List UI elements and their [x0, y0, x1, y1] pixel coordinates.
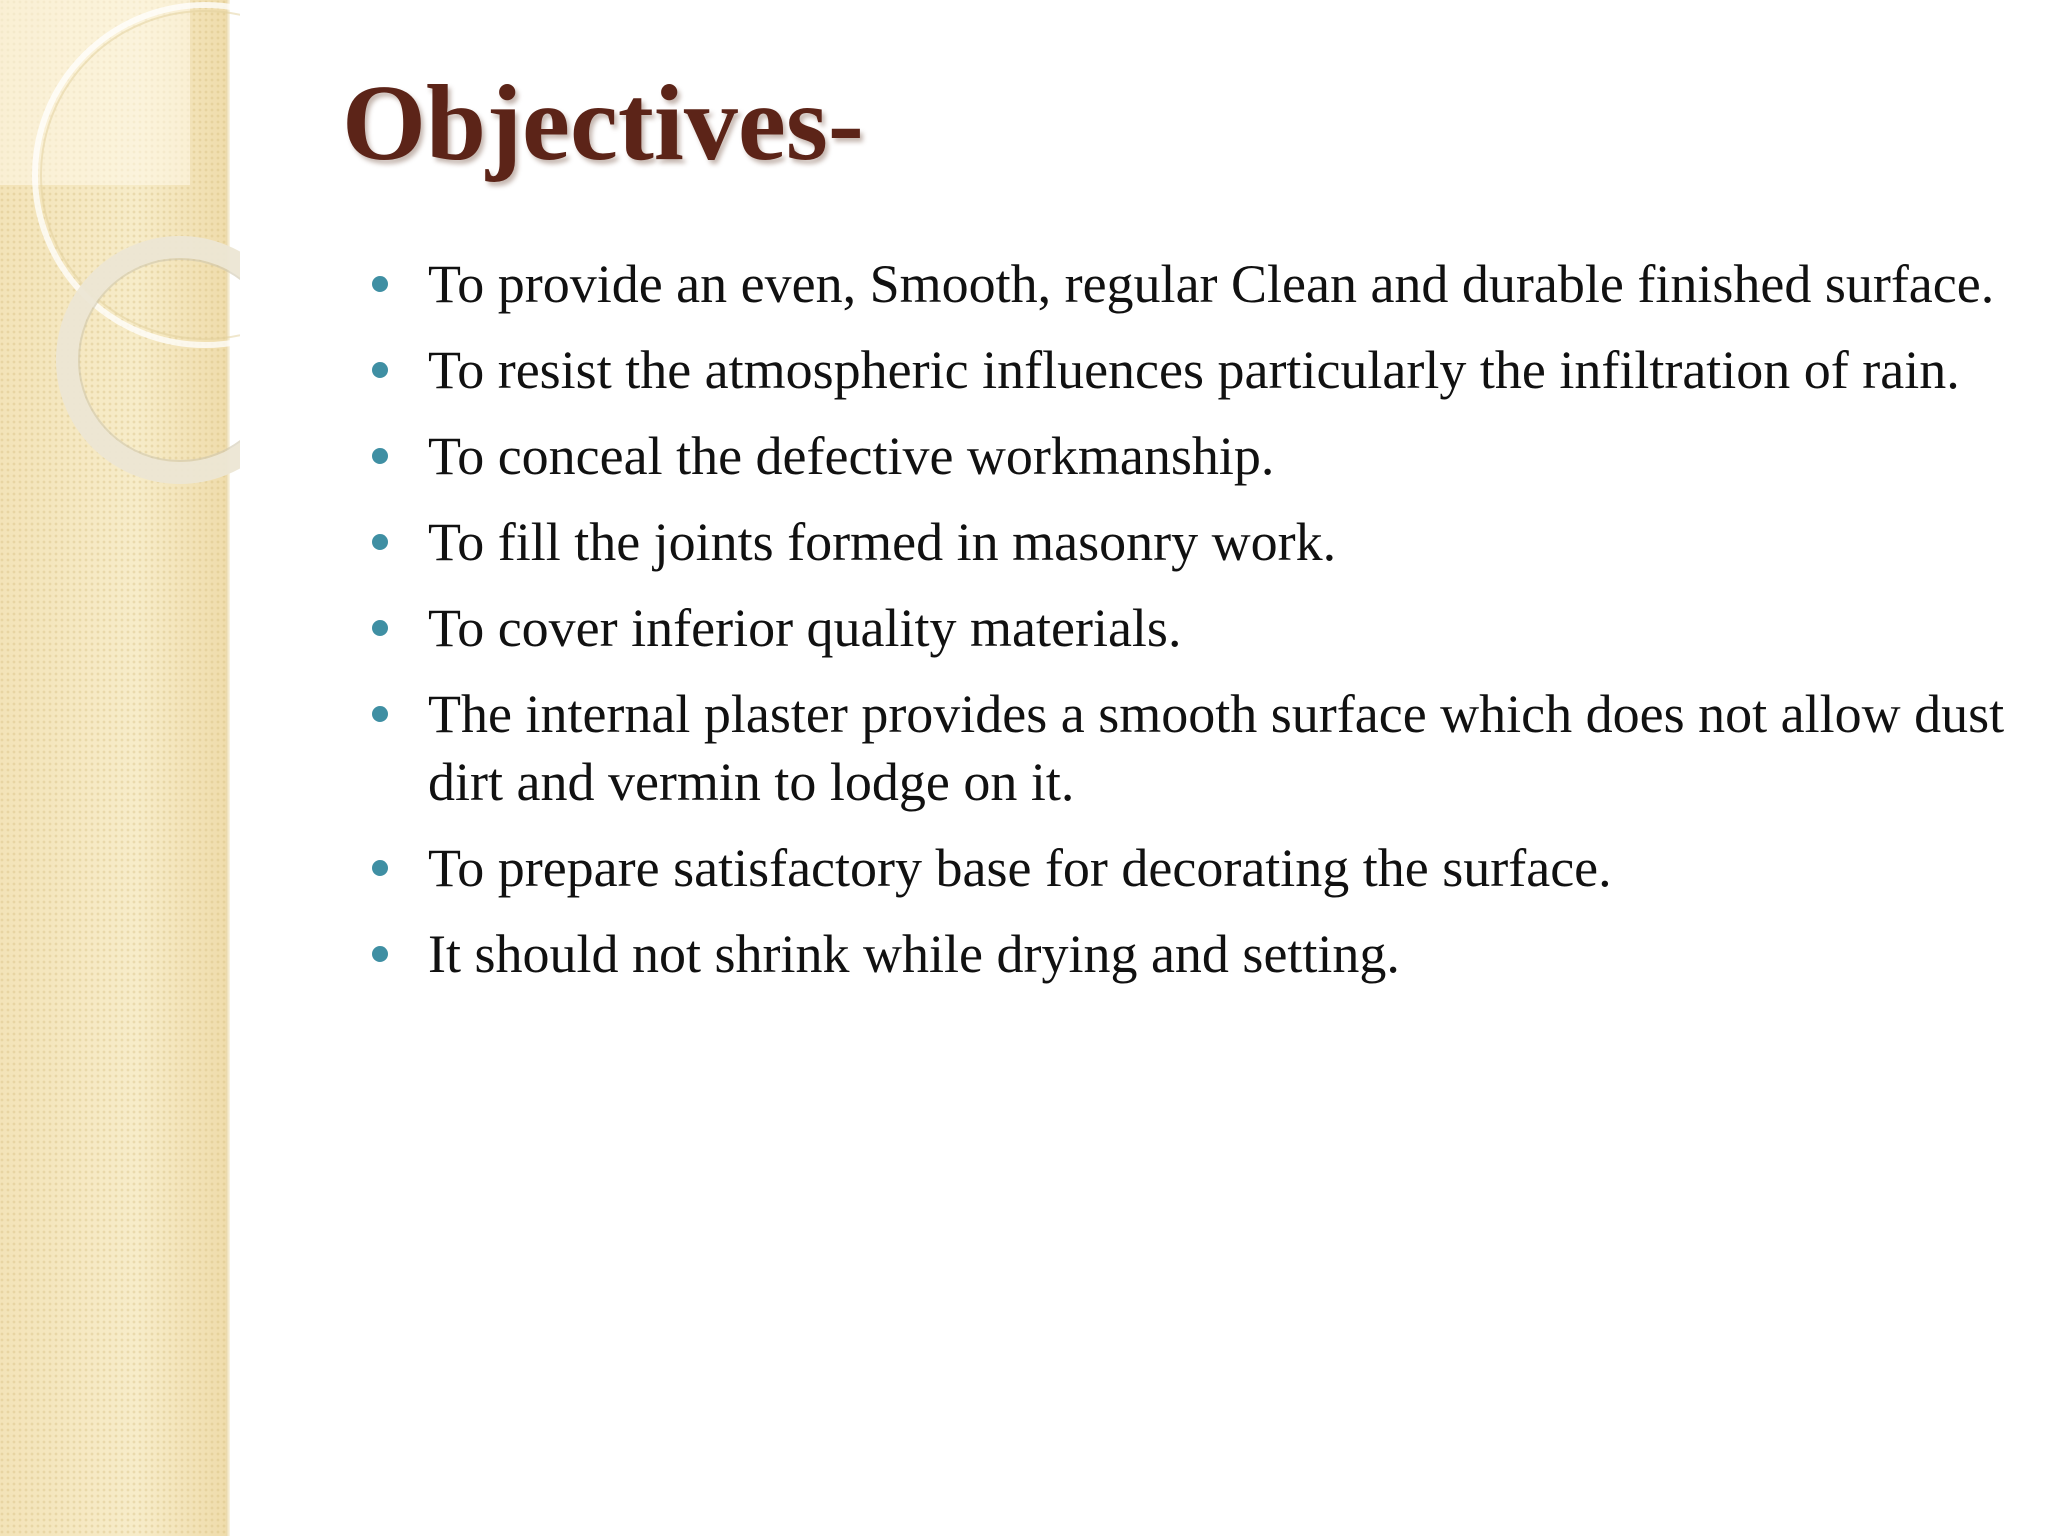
decorative-ring-large-shadow	[41, 11, 240, 339]
bullet-dot-icon	[372, 276, 388, 292]
list-item	[372, 680, 2012, 816]
list-item	[372, 508, 2012, 576]
bullet-text: To provide an even, Smooth, regular Clean and durable finished surface.	[428, 254, 1995, 314]
list-item	[372, 834, 2012, 902]
bullet-text: To fill the joints formed in masonry work.	[428, 512, 1337, 572]
slide-title: Objectives-	[342, 64, 864, 183]
decorative-rings	[0, 0, 240, 520]
bullet-text: The internal plaster provides a smooth surface which does not allow dust dirt and vermin to lodge on it.	[428, 684, 2005, 812]
bullet-text: To cover inferior quality materials.	[428, 598, 1182, 658]
bullet-text: To prepare satisfactory base for decorating the surface.	[428, 838, 1612, 898]
list-item	[372, 920, 2012, 988]
bullet-text: To conceal the defective workmanship.	[428, 426, 1275, 486]
bullet-dot-icon	[372, 362, 388, 378]
bullet-dot-icon	[372, 860, 388, 876]
bullet-dot-icon	[372, 946, 388, 962]
bullet-dot-icon	[372, 448, 388, 464]
decorative-ring-large	[35, 5, 240, 345]
bullet-dot-icon	[372, 706, 388, 722]
list-item	[372, 250, 2012, 318]
list-item	[372, 594, 2012, 662]
bullet-text: To resist the atmospheric influences particularly the infiltration of rain.	[428, 340, 1960, 400]
list-item	[372, 422, 2012, 490]
bullet-list	[372, 250, 2012, 1006]
bullet-dot-icon	[372, 620, 388, 636]
bullet-dot-icon	[372, 534, 388, 550]
list-item	[372, 336, 2012, 404]
decorative-ring-small	[67, 247, 240, 473]
bullet-text: It should not shrink while drying and setting.	[428, 924, 1400, 984]
